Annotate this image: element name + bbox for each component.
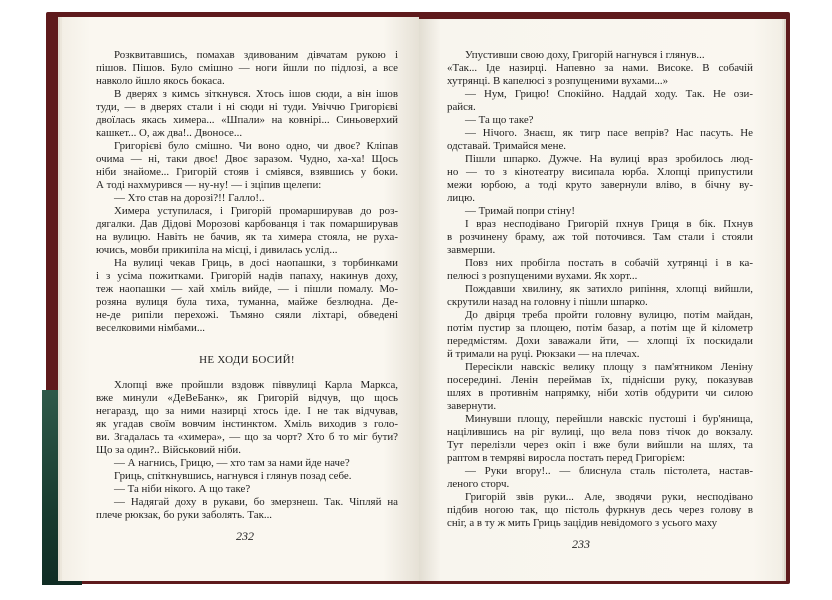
text-line: раптом в темряві виросла постать перед Григорієм: [447, 452, 686, 464]
text-line: двоїлась якась химера... «Шпали» на ковнірі... Синьоверхий [96, 114, 398, 126]
paragraph [96, 496, 398, 522]
text-line: Що за один?.. Військовий ніби. [96, 444, 241, 456]
paragraph [96, 192, 398, 205]
text-line: — А нагнись, Грицю, — хто там за нами йде наче? [114, 457, 350, 469]
paragraph [447, 361, 753, 413]
text-line: Хлопці вже пройшли вздовж піввулиці Карла Маркса, [114, 379, 398, 391]
text-line: — Та що таке? [465, 114, 534, 126]
text-line: хутрянці. В капелюсі з розпущеними вухами...» [447, 75, 669, 87]
text-line: — Руки вгору!.. — блиснула сталь пістолета, настав- [465, 465, 753, 477]
text-line: І враз несподівано Григорій пхнув Гриця в бік. Пхнув [465, 218, 753, 230]
text-line: дягалки. Дав Дідові Морозові карбованця і так помарширував [96, 218, 398, 230]
text-line: Пождавши хвилину, як затихло рипіння, хлопці вийшли, [465, 283, 753, 295]
paragraph [447, 465, 753, 491]
text-line: — Нум, Грицю! Спокійно. Наддай ходу. Так. Не ози- [465, 88, 753, 100]
text-line: Пересікли навскіс велику площу з пам'ятником Леніну [465, 361, 753, 373]
text-line: — Та ніби нікого. А що таке? [114, 483, 251, 495]
paragraph [96, 205, 398, 257]
text-line: В дверях з кимсь зіткнувся. Хтось ішов сюди, а він ішов [114, 88, 398, 100]
text-line: Химера уступилася, і Григорій промарширував до роз- [114, 205, 398, 217]
text-line: теж наопашки — хай хміль вийде, — і пішли помалу. Мо- [96, 283, 398, 295]
text-line: розяна вулиця була тиха, туманна, майже безлюдна. Де- [96, 296, 398, 308]
text-line: Повз них пробігла постать в собачій хутрянці і в ка- [465, 257, 753, 269]
text-line: ніби знайоме... Григорій стояв і сміявся, взявшись у боки. [96, 166, 398, 178]
text-line: На вулиці чекав Гриць, в досі наопашки, з торбинками [114, 257, 398, 269]
text-line: сніг, а в ту ж мить Гриць зацідив невідомого з усього маху [447, 517, 718, 529]
text-line: До двірця треба пройти головну вулицю, потім майдан, [465, 309, 753, 321]
paragraph [447, 491, 753, 530]
text-line: націлившись на ріг вулиці, що вела повз тічок до вокзалу. [447, 426, 753, 438]
text-line: Гриць, спіткнувшись, нагнувся і глянув позад себе. [114, 470, 352, 482]
paragraph [447, 114, 753, 127]
paragraph [447, 283, 753, 309]
paragraph [96, 379, 398, 457]
text-line: туди, — в дверях стали і ні сюди ні туди. Увіччю Григорієві [96, 101, 398, 113]
text-line: Упустивши свою доху, Григорій нагнувся і глянув... [465, 49, 705, 61]
text-line: Григорієві було смішно. Чи воно одно, чи двоє? Кліпав [114, 140, 398, 152]
left-paragraphs-after [96, 379, 398, 522]
paragraph [447, 62, 753, 88]
text-line: А тоді нахмурився — ну-ну! — і зціпив щелепи: [96, 179, 322, 191]
text-line: Пішли шпарко. Дужче. На вулиці враз зробилось люд- [465, 153, 753, 165]
paragraph [447, 205, 753, 218]
text-line: пелюсі з розпущеними вухами. Як хорт... [447, 270, 638, 282]
text-line: завмерши. [447, 244, 496, 256]
text-line: скрутили назад на головну і пішли шпарко. [447, 296, 648, 308]
paragraph [447, 413, 753, 465]
text-line: не-де рипіли перехожі. Тьмяно сяяли ліхтарі, обведені [96, 309, 398, 321]
paragraph [96, 88, 398, 140]
text-line: — Надягай доху в рукави, бо змерзнеш. Так. Чіпляй на [114, 496, 398, 508]
text-line: навколо йшло якось бокаса. [96, 75, 225, 87]
paragraph [447, 153, 753, 205]
paragraph [96, 49, 398, 88]
text-line: ючись, мовби прикипіла на місці, і дивилась услід... [96, 244, 338, 256]
text-line: потім пустир за площею, потім базар, а потім ще й кілометр [447, 322, 753, 334]
text-line: очима — ні, таки двоє! Двоє заразом. Чудно, ха-ха! Щось [96, 153, 398, 165]
text-line: райся. [447, 101, 476, 113]
paragraph [96, 140, 398, 192]
text-line: лицю. [447, 192, 475, 204]
text-line: «Так... Іде назирці. Напевно за нами. Високе. В собачій [447, 62, 753, 74]
paragraph [447, 309, 753, 361]
text-line: як угадав своїм вовчим інстинктом. Хміль виходив з голо- [96, 418, 398, 430]
text-line: Минувши площу, перейшли навскіс пустоші і бур'янища, [465, 413, 753, 425]
text-line: на вулицю. Навіть не бачив, як та химера стояла, не руха- [96, 231, 398, 243]
text-line: Розквитавшись, помахав здивованим дівчатам рукою і [114, 49, 398, 61]
text-line: леного сторч. [447, 478, 510, 490]
text-line: веселковими німбами... [96, 322, 206, 334]
text-line: одставай. Тримайся мене. [447, 140, 567, 152]
text-line: плече рюкзак, бо руки заболять. Так... [96, 509, 273, 521]
text-line: й тримали на руці. Рюкзаки — на плечах. [447, 348, 640, 360]
paragraph [447, 257, 753, 283]
text-line: в розчинену браму, аж той поточився. Там стали і стояли [447, 231, 753, 243]
text-line: ви. Згадалась та «химера», — що за чорт? Хто б то міг бути? [96, 431, 398, 443]
text-line: шлях в противнім напрямку, ніби хотів обдурити чи силою [447, 387, 753, 399]
text-line: посередині. Ленін переймав їх, піднісши руку, показував [447, 374, 753, 386]
text-line: пішов. Пішов. Було смішно — ноги йшли по підлозі, а все [96, 62, 398, 74]
paragraph [447, 88, 753, 114]
text-line: кашкет... О, аж два!.. Двоносе... [96, 127, 243, 139]
paragraph [447, 218, 753, 257]
left-paragraphs-before [96, 49, 398, 335]
text-line: — Тримай попри стіну! [465, 205, 575, 217]
chapter-heading: НЕ ХОДИ БОСИЙ! [199, 354, 295, 366]
paragraph [96, 470, 398, 483]
text-line: підбив ногою так, що пістоль фуркнув десь через голову в [447, 504, 753, 516]
paragraph [96, 257, 398, 335]
text-line: — Нічого. Знаєш, як тигр пасе вепрів? Нас пасуть. Не [465, 127, 753, 139]
text-line: но — то з кінотеатру висипала юрба. Хлопці припустили [447, 166, 753, 178]
text-line: і з усіма пожитками. Григорій надів папаху, накинув доху, [96, 270, 398, 282]
text-line: передмістям. Дохи заважали йти, — хлопці їх поскидали [447, 335, 753, 347]
paragraph [96, 457, 398, 470]
text-line: — Хто став на дорозі?!! Галло!.. [114, 192, 265, 204]
page-number-left: 232 [236, 529, 254, 543]
text-line: завернути. [447, 400, 497, 412]
paragraph [447, 49, 753, 62]
right-page-text [447, 49, 753, 530]
paragraph [447, 127, 753, 153]
paragraph [96, 483, 398, 496]
left-page-text [96, 49, 398, 522]
text-line: межи юрбою, а тоді круто завернули вліво, в бічну ву- [447, 179, 753, 191]
text-line: негаразд, що за ними назирці хтось іде. І не так відчував, [96, 405, 398, 417]
text-line: вже минули «ДеВеБанк», як Григорій відчув, що щось [96, 392, 398, 404]
page-number-right: 233 [572, 537, 590, 551]
text-line: Григорій звів руки... Але, зводячи руки, несподівано [465, 491, 753, 503]
text-line: Тут перелізли через окіп і вже були вийшли на шлях, та [447, 439, 753, 451]
